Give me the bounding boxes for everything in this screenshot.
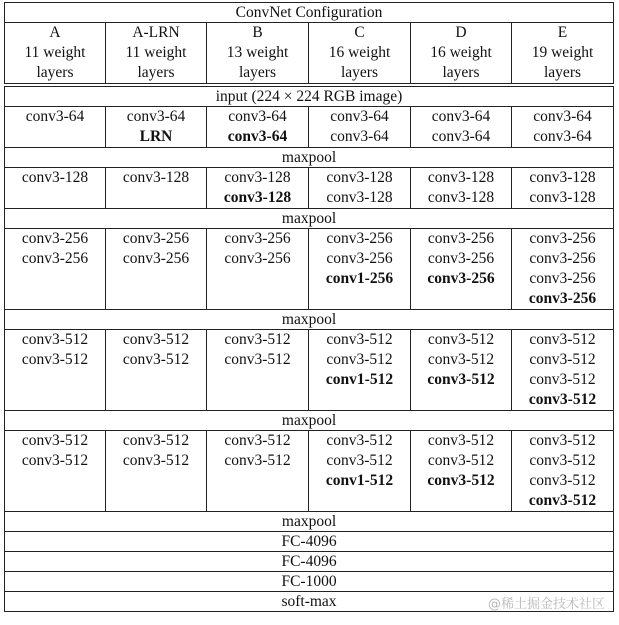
layer-entry: conv3-512 [326, 432, 393, 449]
layer-entry: conv1-512 [325, 371, 394, 388]
layer-cell [309, 431, 411, 512]
layer-entry: conv3-128 [427, 189, 495, 206]
layer-cell [207, 431, 309, 512]
layer-entry: conv3-512 [122, 432, 190, 449]
layer-cell [512, 107, 614, 148]
layer-entry: conv3-128 [122, 169, 190, 186]
maxpool-label: maxpool [5, 148, 614, 168]
layer-cell [207, 168, 309, 209]
layer-entry: conv3-512 [528, 492, 597, 509]
pool-row [5, 411, 614, 431]
column-description [207, 43, 309, 84]
column-description [411, 43, 512, 84]
layer-entry: conv3-128 [224, 169, 291, 186]
layer-entry: conv3-512 [224, 452, 291, 469]
column-desc-line2: layers [137, 64, 175, 81]
column-desc-line2: layers [442, 64, 480, 81]
layer-entry: conv3-512 [427, 432, 495, 449]
convnet-config-table [4, 2, 614, 612]
convnet-config-table-container [4, 2, 613, 612]
column-name: A [5, 23, 106, 44]
layer-cell [106, 330, 207, 411]
header-name-row [5, 23, 614, 44]
tail-layer-label: FC-4096 [5, 532, 614, 552]
layer-cell [309, 168, 411, 209]
pool-row [5, 310, 614, 330]
layer-entry: conv3-64 [126, 108, 186, 125]
layer-cell [512, 168, 614, 209]
layer-entry: conv3-512 [122, 351, 190, 368]
layer-cell [512, 229, 614, 310]
layer-entry: conv3-512 [529, 452, 596, 469]
column-desc-line1: 16 weight [328, 44, 391, 61]
layer-entry: conv3-512 [427, 351, 495, 368]
layer-cell [5, 330, 106, 411]
column-description [309, 43, 411, 84]
layer-cell [411, 107, 512, 148]
layer-entry: conv3-64 [533, 128, 592, 145]
layer-entry: conv3-512 [21, 331, 89, 348]
layer-entry: conv3-128 [326, 189, 393, 206]
layer-entry: conv3-512 [122, 331, 190, 348]
layer-entry: conv3-256 [122, 250, 190, 267]
layer-entry: conv3-64 [533, 108, 592, 125]
layer-entry: conv3-256 [427, 250, 495, 267]
layer-block-row [5, 229, 614, 310]
layer-entry: conv3-512 [529, 432, 596, 449]
layer-block-row [5, 431, 614, 512]
layer-entry: conv3-512 [529, 371, 596, 388]
layer-cell [309, 107, 411, 148]
layer-entry: conv3-256 [224, 250, 291, 267]
column-description [106, 43, 207, 84]
layer-entry: conv3-512 [326, 331, 393, 348]
layer-cell [106, 107, 207, 148]
layer-cell [309, 229, 411, 310]
tail-row [5, 532, 614, 552]
layer-entry: conv3-512 [529, 331, 596, 348]
layer-entry: conv3-512 [224, 351, 291, 368]
pool-row [5, 209, 614, 229]
layer-entry: conv3-64 [431, 128, 491, 145]
layer-entry: conv3-64 [228, 108, 287, 125]
layer-entry: conv3-512 [427, 371, 495, 388]
tail-layer-label: FC-1000 [5, 572, 614, 592]
layer-cell [512, 330, 614, 411]
layer-entry: conv3-64 [330, 128, 389, 145]
layer-entry: conv3-256 [427, 270, 495, 287]
layer-entry: conv3-256 [224, 230, 291, 247]
layer-cell [5, 431, 106, 512]
tail-row [5, 572, 614, 592]
layer-block-row [5, 330, 614, 411]
layer-entry: conv3-64 [431, 108, 491, 125]
table-title: ConvNet Configuration [5, 3, 614, 23]
layer-block-row [5, 107, 614, 148]
table-body [5, 3, 614, 612]
layer-entry: conv3-128 [427, 169, 495, 186]
layer-entry: conv3-256 [529, 230, 596, 247]
input-row [5, 87, 614, 107]
layer-entry: conv3-512 [529, 351, 596, 368]
layer-entry: conv3-256 [21, 250, 89, 267]
column-desc-line2: layers [340, 64, 378, 81]
layer-entry: conv3-512 [224, 331, 291, 348]
layer-entry: conv3-512 [21, 351, 89, 368]
layer-cell [207, 330, 309, 411]
column-desc-line1: 19 weight [531, 44, 594, 61]
layer-cell [411, 229, 512, 310]
column-name: A-LRN [106, 23, 207, 44]
layer-cell [411, 330, 512, 411]
pool-row [5, 148, 614, 168]
layer-entry: conv1-256 [325, 270, 394, 287]
layer-cell [512, 431, 614, 512]
layer-entry: conv3-256 [326, 250, 393, 267]
layer-entry: conv3-256 [529, 270, 596, 287]
layer-entry: conv3-512 [529, 472, 596, 489]
layer-entry: LRN [139, 128, 173, 145]
pool-row [5, 512, 614, 532]
column-name: E [512, 23, 614, 44]
column-desc-line1: 11 weight [125, 44, 187, 61]
layer-entry: conv3-128 [21, 169, 89, 186]
layer-entry: conv3-128 [223, 189, 292, 206]
column-description [5, 43, 106, 84]
maxpool-label: maxpool [5, 411, 614, 431]
column-desc-line1: 16 weight [430, 44, 492, 61]
tail-row [5, 552, 614, 572]
layer-cell [411, 168, 512, 209]
layer-entry: conv3-512 [21, 452, 89, 469]
layer-entry: conv1-512 [325, 472, 394, 489]
layer-entry: conv3-512 [528, 391, 597, 408]
layer-entry: conv3-512 [122, 452, 190, 469]
input-label: input (224 × 224 RGB image) [5, 87, 614, 107]
column-description [512, 43, 614, 84]
layer-cell [106, 431, 207, 512]
maxpool-label: maxpool [5, 310, 614, 330]
tail-layer-label: FC-4096 [5, 552, 614, 572]
layer-cell [309, 330, 411, 411]
layer-entry: conv3-512 [224, 432, 291, 449]
header-desc-row [5, 43, 614, 84]
layer-entry: conv3-512 [326, 452, 393, 469]
layer-entry: conv3-512 [427, 331, 495, 348]
column-desc-line2: layers [36, 64, 74, 81]
layer-entry: conv3-256 [427, 230, 495, 247]
layer-entry: conv3-64 [227, 128, 288, 145]
tail-layer-label: soft-max [5, 592, 614, 612]
layer-cell [5, 229, 106, 310]
layer-entry: conv3-128 [529, 189, 596, 206]
layer-entry: conv3-256 [122, 230, 190, 247]
layer-cell [207, 229, 309, 310]
layer-cell [207, 107, 309, 148]
layer-cell [106, 229, 207, 310]
layer-entry: conv3-256 [528, 290, 597, 307]
layer-cell [106, 168, 207, 209]
column-name: C [309, 23, 411, 44]
column-desc-line2: layers [544, 64, 582, 81]
layer-entry: conv3-512 [427, 452, 495, 469]
layer-entry: conv3-512 [326, 351, 393, 368]
layer-block-row [5, 168, 614, 209]
column-desc-line2: layers [238, 64, 276, 81]
maxpool-label: maxpool [5, 512, 614, 532]
layer-entry: conv3-256 [21, 230, 89, 247]
column-desc-line1: 13 weight [226, 44, 289, 61]
layer-entry: conv3-128 [529, 169, 596, 186]
layer-entry: conv3-512 [427, 472, 495, 489]
layer-cell [5, 107, 106, 148]
layer-entry: conv3-128 [326, 169, 393, 186]
layer-entry: conv3-64 [25, 108, 85, 125]
column-name: D [411, 23, 512, 44]
layer-entry: conv3-256 [326, 230, 393, 247]
column-desc-line1: 11 weight [24, 44, 86, 61]
layer-entry: conv3-256 [529, 250, 596, 267]
maxpool-label: maxpool [5, 209, 614, 229]
site-watermark: @稀土掘金技术社区 [487, 597, 605, 612]
column-name: B [207, 23, 309, 44]
layer-cell [5, 168, 106, 209]
layer-entry: conv3-512 [21, 432, 89, 449]
layer-cell [411, 431, 512, 512]
layer-entry: conv3-64 [330, 108, 389, 125]
